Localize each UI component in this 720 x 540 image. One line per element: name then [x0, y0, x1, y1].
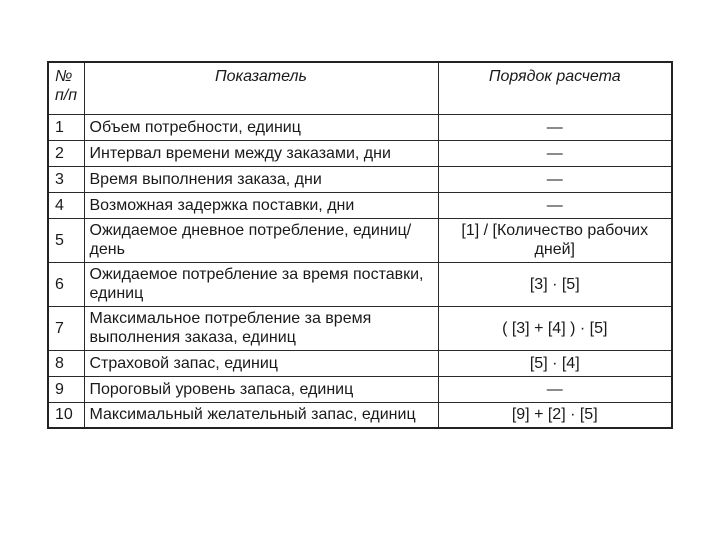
table-header-row — [48, 62, 672, 114]
row-calculation: — — [438, 376, 672, 402]
table-row — [48, 192, 672, 218]
row-number: 4 — [48, 192, 84, 218]
row-number: 5 — [48, 218, 84, 262]
row-number: 6 — [48, 262, 84, 306]
row-indicator: Интервал времени между заказами, дни — [84, 140, 438, 166]
table-row — [48, 166, 672, 192]
table-row — [48, 350, 672, 376]
indicators-table — [47, 61, 673, 429]
row-calculation: [1] / [Количество рабочих дней] — [438, 218, 672, 262]
row-indicator: Ожидаемое дневное потребление, единиц/ день — [84, 218, 438, 262]
table-row — [48, 262, 672, 306]
row-calculation: — — [438, 114, 672, 140]
row-calculation: — — [438, 166, 672, 192]
row-number: 9 — [48, 376, 84, 402]
row-number: 10 — [48, 402, 84, 428]
indicators-table-container — [47, 61, 671, 429]
row-number: 2 — [48, 140, 84, 166]
row-calculation: — — [438, 192, 672, 218]
row-indicator: Время выполнения заказа, дни — [84, 166, 438, 192]
table-row — [48, 218, 672, 262]
row-calculation: ( [3] + [4] ) · [5] — [438, 306, 672, 350]
row-indicator: Страховой запас, единиц — [84, 350, 438, 376]
row-indicator: Максимальный желательный запас, единиц — [84, 402, 438, 428]
table-row — [48, 140, 672, 166]
row-indicator: Объем потребности, единиц — [84, 114, 438, 140]
row-calculation: [9] + [2] · [5] — [438, 402, 672, 428]
row-number: 7 — [48, 306, 84, 350]
row-indicator: Ожидаемое потребление за время поставки, единиц — [84, 262, 438, 306]
row-indicator: Возможная задержка поставки, дни — [84, 192, 438, 218]
table-row — [48, 114, 672, 140]
table-row — [48, 402, 672, 428]
header-number: № п/п — [48, 62, 84, 114]
row-number: 1 — [48, 114, 84, 140]
row-calculation: [3] · [5] — [438, 262, 672, 306]
header-calculation: Порядок расчета — [438, 62, 672, 114]
row-calculation: [5] · [4] — [438, 350, 672, 376]
table-row — [48, 376, 672, 402]
row-indicator: Максимальное потребление за время выполнения заказа, единиц — [84, 306, 438, 350]
row-calculation: — — [438, 140, 672, 166]
header-indicator: Показатель — [84, 62, 438, 114]
row-number: 8 — [48, 350, 84, 376]
table-row — [48, 306, 672, 350]
row-number: 3 — [48, 166, 84, 192]
row-indicator: Пороговый уровень запаса, единиц — [84, 376, 438, 402]
